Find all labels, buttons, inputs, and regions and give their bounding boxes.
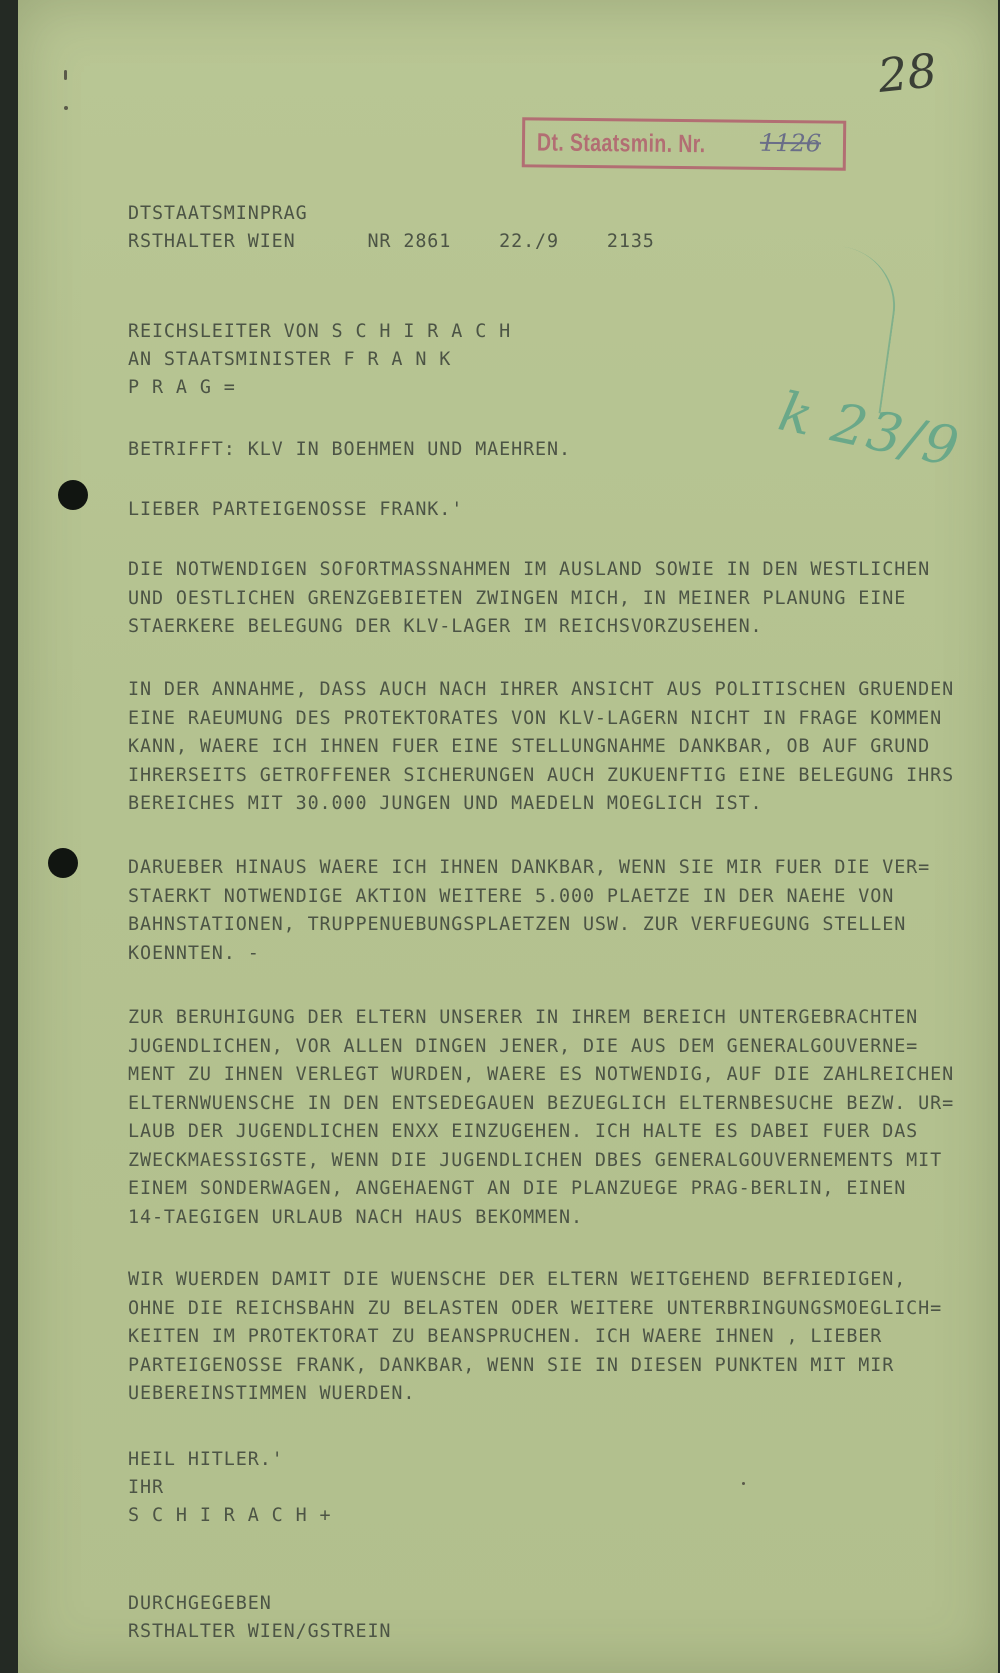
closing-line-2: IHR	[128, 1477, 164, 1498]
folio-number: 28	[875, 43, 940, 103]
footer-line-1: DURCHGEGEBEN	[128, 1593, 272, 1614]
punch-hole-bottom	[48, 848, 78, 878]
paper-mark	[742, 1482, 745, 1485]
header-line-2: RSTHALTER WIEN NR 2861 22./9 2135	[128, 231, 655, 252]
salutation: LIEBER PARTEIGENOSSE FRANK.'	[128, 499, 464, 520]
paper-mark	[64, 106, 68, 110]
subject-line: BETRIFFT: KLV IN BOEHMEN UND MAEHREN.	[128, 439, 571, 460]
closing-signature: S C H I R A C H +	[128, 1505, 332, 1526]
paragraph-3: DARUEBER HINAUS WAERE ICH IHNEN DANKBAR, WENN SIE MIR FUER DIE VER= STAERKT NOTWENDIGE AKTION WEITERE 5.000 PLAETZE IN DER NAEHE VON BAHNSTATIONEN, TRUPPENUEBUNGSPLAETZEN USW. ZUR VERFUEGUNG STELLEN KOENNTEN. -	[128, 857, 931, 964]
paragraph-2: IN DER ANNAHME, DASS AUCH NACH IHRER ANSICHT AUS POLITISCHEN GRUENDEN EINE RAEUMUNG DES PROTEKTORATES VON KLV-LAGERN NICHT IN FRAGE KOMMEN KANN, WAERE ICH IHNEN FUER EINE STELLUNGNAHME DANKBAR, OB AUF GRUND IHRERSEITS GETROFFENER SICHERUNGEN AUCH ZUKUENFTIG EINE BELEGUNG IHRS BEREICHES MIT 30.000 JUNGEN UND MAEDELN MOEGLICH IST.	[128, 679, 955, 814]
green-annotation: k 23/9	[773, 379, 966, 480]
stamp-text: Dt. Staatsmin. Nr.	[536, 127, 706, 158]
closing-line-1: HEIL HITLER.'	[128, 1449, 284, 1470]
address-line-1: REICHSLEITER VON S C H I R A C H	[128, 321, 512, 342]
stamp-number: 1126	[759, 128, 822, 158]
header-line-1: DTSTAATSMINPRAG	[128, 203, 308, 224]
paragraph-5: WIR WUERDEN DAMIT DIE WUENSCHE DER ELTERN WEITGEHEND BEFRIEDIGEN, OHNE DIE REICHSBAHN ZU BELASTEN ODER WEITERE UNTERBRINGUNGSMOEGLICH= KEITEN IM PROTEKTORAT ZU BEANSPRUCHEN. ICH WAERE IHNEN , LIEBER PARTEIGENOSSE FRANK, DANKBAR, WENN SIE IN DIESEN PUNKTEN MIT MIR UEBEREINSTIMMEN WUERDEN.	[128, 1269, 943, 1404]
paper-mark	[64, 70, 67, 80]
address-line-3: P R A G =	[128, 377, 236, 398]
address-line-2: AN STAATSMINISTER F R A N K	[128, 349, 452, 370]
punch-hole-top	[58, 480, 88, 510]
paragraph-4: ZUR BERUHIGUNG DER ELTERN UNSERER IN IHREM BEREICH UNTERGEBRACHTEN JUGENDLICHEN, VOR ALLEN DINGEN JENER, DIE AUS DEM GENERALGOUVERNE= MENT ZU IHNEN VERLEGT WURDEN, WAERE ES NOTWENDIG, AUF DIE ZAHLREICHEN ELTERNWUENSCHE IN DEN ENTSEDEGAUEN BEZUEGLICH ELTERNBESUCHE BEZW. UR= LAUB DER JUGENDLICHEN ENXX EINZUGEHEN. ICH HALTE ES DABEI FUER DAS ZWECKMAESSIGSTE, WENN DIE JUGENDLICHEN DBES GENERALGOUVERNEMENTS MIT EINEM SONDERWAGEN, ANGEHAENGT AN DIE PLANZUEGE PRAG-BERLIN, EINEN 14-TAEGIGEN URLAUB NACH HAUS BEKOMMEN.	[128, 1007, 955, 1228]
paragraph-1: DIE NOTWENDIGEN SOFORTMASSNAHMEN IM AUSLAND SOWIE IN DEN WESTLICHEN UND OESTLICHEN GRENZGEBIETEN ZWINGEN MICH, IN MEINER PLANUNG EINE STAERKERE BELEGUNG DER KLV-LAGER IM REICHSVORZUSEHEN.	[128, 559, 931, 637]
footer-line-2: RSTHALTER WIEN/GSTREIN	[128, 1621, 392, 1642]
registry-stamp	[522, 117, 847, 170]
